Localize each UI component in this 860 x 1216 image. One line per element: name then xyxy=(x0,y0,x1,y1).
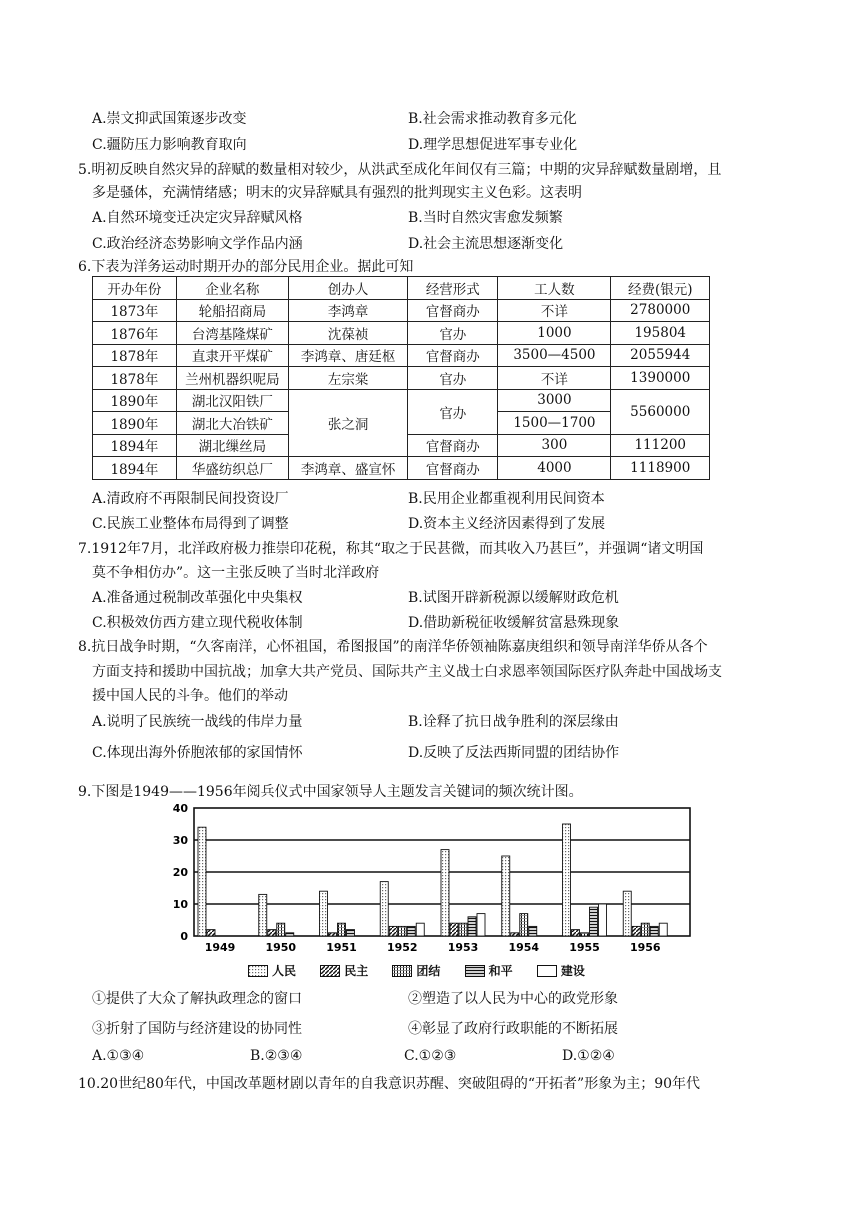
cell-form: 官办 xyxy=(408,367,498,390)
bar xyxy=(450,923,458,936)
x-tick-label: 1955 xyxy=(569,941,600,954)
q4-option-d: D.理学思想促进军事专业化 xyxy=(408,137,578,153)
q9-stem: 9.下图是1949——1956年阅兵仪式中国家领导人主题发言关键词的频次统计图。 xyxy=(78,784,583,800)
x-tick-label: 1952 xyxy=(386,941,418,954)
cell-year: 1890年 xyxy=(93,412,177,435)
bar xyxy=(468,917,476,936)
bar xyxy=(563,824,571,936)
bar xyxy=(441,850,449,936)
cell-form: 官督商办 xyxy=(408,457,498,480)
q9-option-d: D.①②④ xyxy=(562,1048,615,1064)
bar xyxy=(623,891,631,936)
legend-item-peace xyxy=(465,962,513,979)
q6-option-d: D.资本主义经济因素得到了发展 xyxy=(408,516,606,532)
bar xyxy=(338,923,346,936)
q5-stem-line2: 多是骚体，充满情绪感；明末的灾异辞赋具有强烈的批判现实主义色彩。这表明 xyxy=(92,185,582,201)
cell-form: 官督商办 xyxy=(408,299,498,322)
q8-stem-line2: 方面支持和援助中国抗战；加拿大共产党员、国际共产主义战士白求恩率领国际医疗队奔赴中国战场支 xyxy=(92,664,722,680)
legend-label: 团结 xyxy=(416,964,441,978)
cell-funds: 195804 xyxy=(611,322,710,345)
q8-stem-line1: 8.抗日战争时期，“久客南洋，心怀祖国，希图报国”的南洋华侨领袖陈嘉庚组织和领导南洋华侨从各个 xyxy=(78,639,708,655)
legend-item-construction xyxy=(537,962,585,979)
table-row xyxy=(93,322,710,345)
legend-swatch-horiz xyxy=(465,965,485,977)
q8-option-c: C.体现出海外侨胞浓郁的家国情怀 xyxy=(92,745,303,761)
bar xyxy=(416,923,424,936)
cell-name: 轮船招商局 xyxy=(176,299,288,322)
chart-legend xyxy=(248,962,605,980)
q6-option-a: A.清政府不再限制民间投资设厂 xyxy=(92,491,289,507)
cell-name: 兰州机器织呢局 xyxy=(176,367,288,390)
y-tick-label: 30 xyxy=(172,834,188,847)
q9-option-a: A.①③④ xyxy=(92,1048,145,1064)
x-tick-label: 1956 xyxy=(629,941,661,954)
q4-option-c: C.疆防压力影响教育取向 xyxy=(92,137,247,153)
y-tick-label: 40 xyxy=(172,802,188,815)
bar xyxy=(198,827,206,936)
table-row xyxy=(93,299,710,322)
cell-workers: 3500—4500 xyxy=(498,344,611,367)
cell-workers: 3000 xyxy=(498,389,611,412)
cell-founder: 李鸿章、盛宣怀 xyxy=(288,457,407,480)
bar xyxy=(641,923,649,936)
bar xyxy=(511,933,519,936)
x-tick-label: 1951 xyxy=(326,941,357,954)
cell-form-merged: 官办 xyxy=(408,389,498,434)
x-tick-label: 1950 xyxy=(265,941,297,954)
bar xyxy=(459,923,467,936)
q5-option-d: D.社会主流思想逐渐变化 xyxy=(408,236,564,252)
cell-year: 1878年 xyxy=(93,367,177,390)
bar xyxy=(259,894,267,936)
bar xyxy=(320,891,328,936)
bar xyxy=(277,923,285,936)
legend-item-unity xyxy=(392,962,440,979)
q6-option-c: C.民族工业整体布局得到了调整 xyxy=(92,516,289,532)
legend-swatch-diag xyxy=(320,965,340,977)
cell-funds: 1390000 xyxy=(611,367,710,390)
bar xyxy=(477,914,485,936)
q4-option-a: A.崇文抑武国策逐步改变 xyxy=(92,111,247,127)
q10-stem-line1: 10.20世纪80年代，中国改革题材剧以青年的自我意识苏醒、突破阻碍的“开拓者”形象为主；90年代 xyxy=(78,1076,701,1092)
x-tick-label: 1949 xyxy=(204,941,236,954)
table-row xyxy=(93,457,710,480)
cell-form: 官督商办 xyxy=(408,344,498,367)
cell-name: 直隶开平煤矿 xyxy=(176,344,288,367)
cell-name: 华盛纺织总厂 xyxy=(176,457,288,480)
header-year: 开办年份 xyxy=(93,277,177,300)
q7-option-c: C.积极效仿西方建立现代税收体制 xyxy=(92,615,303,631)
bar xyxy=(650,926,658,936)
enterprise-table xyxy=(92,276,710,480)
bar xyxy=(268,930,276,936)
cell-form: 官督商办 xyxy=(408,434,498,457)
x-tick-label: 1954 xyxy=(508,941,540,954)
q9-option-c: C.①②③ xyxy=(404,1048,457,1064)
bar xyxy=(659,923,667,936)
cell-year: 1894年 xyxy=(93,457,177,480)
header-founder: 创办人 xyxy=(288,277,407,300)
table-row xyxy=(93,367,710,390)
legend-swatch-blank xyxy=(537,965,557,977)
q9-item-4: ④彰显了政府行政职能的不断拓展 xyxy=(408,1021,618,1037)
table-row xyxy=(93,344,710,367)
q9-option-b: B.②③④ xyxy=(250,1048,303,1064)
q7-stem-line1: 7.1912年7月，北洋政府极力推崇印花税，称其“取之于民甚微，而其收入乃甚巨”，并强调“诸文明国 xyxy=(78,541,704,557)
cell-name: 湖北大冶铁矿 xyxy=(176,412,288,435)
q7-option-d: D.借助新税征收缓解贫富悬殊现象 xyxy=(408,615,620,631)
cell-workers: 1000 xyxy=(498,322,611,345)
legend-swatch-dots xyxy=(248,965,268,977)
q9-item-3: ③折射了国防与经济建设的协同性 xyxy=(92,1021,302,1037)
cell-funds: 2055944 xyxy=(611,344,710,367)
q5-option-b: B.当时自然灾害愈发频繁 xyxy=(408,210,563,226)
cell-founder: 李鸿章、唐廷枢 xyxy=(288,344,407,367)
q6-stem: 6.下表为洋务运动时期开办的部分民用企业。据此可知 xyxy=(78,259,414,275)
q5-option-c: C.政治经济态势影响文学作品内涵 xyxy=(92,236,303,252)
cell-workers: 4000 xyxy=(498,457,611,480)
y-tick-label: 20 xyxy=(172,866,188,879)
bar xyxy=(347,930,355,936)
cell-funds: 111200 xyxy=(611,434,710,457)
bar xyxy=(329,933,337,936)
cell-year: 1873年 xyxy=(93,299,177,322)
q9-item-1: ①提供了大众了解执政理念的窗口 xyxy=(92,991,302,1007)
cell-funds-merged: 5560000 xyxy=(611,389,710,434)
bar xyxy=(207,930,215,936)
legend-item-people xyxy=(248,962,296,979)
cell-name: 湖北汉阳铁厂 xyxy=(176,389,288,412)
legend-item-democracy xyxy=(320,962,368,979)
q5-option-a: A.自然环境变迁决定灾异辞赋风格 xyxy=(92,210,303,226)
q8-option-b: B.诠释了抗日战争胜利的深层缘由 xyxy=(408,714,619,730)
bar xyxy=(398,926,406,936)
bar xyxy=(286,933,294,936)
q8-option-a: A.说明了民族统一战线的伟岸力量 xyxy=(92,714,303,730)
cell-workers: 300 xyxy=(498,434,611,457)
x-tick-label: 1953 xyxy=(447,941,479,954)
bar xyxy=(599,904,607,936)
y-tick-label: 10 xyxy=(172,898,188,911)
bar xyxy=(590,907,598,936)
bar xyxy=(529,926,537,936)
cell-funds: 2780000 xyxy=(611,299,710,322)
cell-form: 官办 xyxy=(408,322,498,345)
cell-founder-merged: 张之洞 xyxy=(288,389,407,457)
cell-workers: 1500—1700 xyxy=(498,412,611,435)
cell-year: 1876年 xyxy=(93,322,177,345)
bar xyxy=(632,926,640,936)
cell-year: 1878年 xyxy=(93,344,177,367)
q9-item-2: ②塑造了以人民为中心的政党形象 xyxy=(408,991,618,1007)
q8-stem-line3: 援中国人民的斗争。他们的举动 xyxy=(92,688,288,704)
legend-label: 民主 xyxy=(344,964,369,978)
legend-label: 和平 xyxy=(488,964,513,978)
legend-swatch-cross xyxy=(392,965,412,977)
cell-founder: 左宗棠 xyxy=(288,367,407,390)
bar xyxy=(520,914,528,936)
bar xyxy=(407,926,415,936)
header-name: 企业名称 xyxy=(176,277,288,300)
cell-year: 1894年 xyxy=(93,434,177,457)
bar xyxy=(502,856,510,936)
table-row xyxy=(93,389,710,412)
bar xyxy=(572,930,580,936)
q6-option-b: B.民用企业都重视利用民间资本 xyxy=(408,491,605,507)
bar xyxy=(380,882,388,936)
cell-workers: 不详 xyxy=(498,299,611,322)
q5-stem-line1: 5.明初反映自然灾异的辞赋的数量相对较少，从洪武至成化年间仅有三篇；中期的灾异辞赋数量剧增，且 xyxy=(78,162,722,178)
bar xyxy=(581,933,589,936)
cell-name: 湖北缫丝局 xyxy=(176,434,288,457)
cell-name: 台湾基隆煤矿 xyxy=(176,322,288,345)
q7-stem-line2: 莫不争相仿办”。这一主张反映了当时北洋政府 xyxy=(92,565,380,581)
cell-founder: 李鸿章 xyxy=(288,299,407,322)
header-form: 经营形式 xyxy=(408,277,498,300)
q4-option-b: B.社会需求推动教育多元化 xyxy=(408,111,577,127)
cell-founder: 沈葆祯 xyxy=(288,322,407,345)
cell-funds: 1118900 xyxy=(611,457,710,480)
header-workers: 工人数 xyxy=(498,277,611,300)
keyword-frequency-chart xyxy=(160,800,700,960)
cell-workers: 不详 xyxy=(498,367,611,390)
bar xyxy=(389,926,397,936)
legend-label: 人民 xyxy=(272,964,297,978)
legend-label: 建设 xyxy=(560,964,585,978)
cell-year: 1890年 xyxy=(93,389,177,412)
y-tick-label: 0 xyxy=(180,930,188,943)
q7-option-a: A.准备通过税制改革强化中央集权 xyxy=(92,590,303,606)
header-funds: 经费(银元) xyxy=(611,277,710,300)
q8-option-d: D.反映了反法西斯同盟的团结协作 xyxy=(408,745,620,761)
table-header-row xyxy=(93,277,710,300)
q7-option-b: B.试图开辟新税源以缓解财政危机 xyxy=(408,590,619,606)
